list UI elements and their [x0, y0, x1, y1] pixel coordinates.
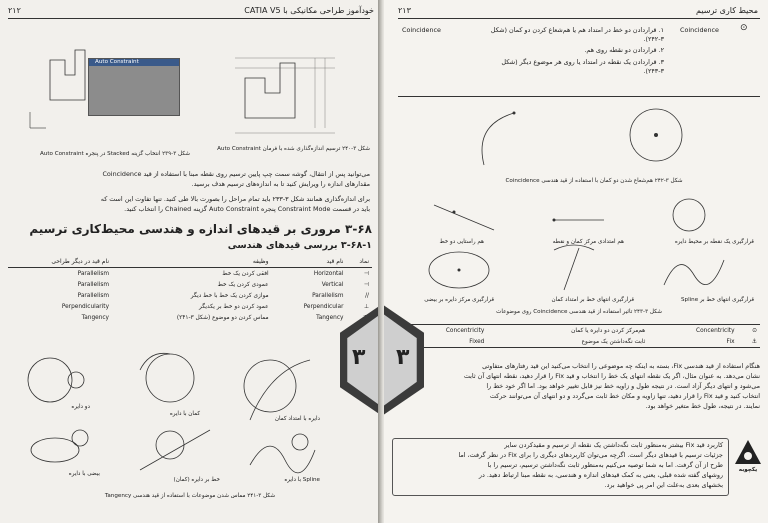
table-row — [8, 301, 372, 312]
fig-241-label: بیضی با دایره — [68, 471, 100, 477]
body-line: نشان می‌دهد. به عنوان مثال، اگر یک نقطه انتهای یک خط را انتخاب و قید Fix را قرار دهید، نقطه انتهای آن ثابت — [463, 372, 760, 380]
coincidence-item-1: ۱. قراردادن دو خط در امتداد هم یا هم‌شعاع کردن دو کمان (شکل ۳-۲۴۲). — [490, 26, 664, 43]
coincidence-symbol-icon: ⊙ — [740, 23, 748, 33]
right-running-title: محیط کاری ترسیم — [696, 6, 758, 15]
table-cell: Perpendicularity — [61, 303, 109, 310]
table-cell: عمودی کردن یک خط — [217, 281, 269, 288]
note-line: روشهای گفته شده قبلی، یعنی به کمک قیدهای اندازه و هندسی، به نقطه مبنا ارتباط دهید. در — [478, 471, 723, 479]
body-line: می‌شود و انتهای دیگر آزاد است. در نتیجه طول و زاویه خط نیز قابل تغییر خواهد بود. اما اگر خود خط را — [486, 382, 760, 390]
paragraph-3: برای اندازه‌گذاری همانند شکل ۳-۲۳۳ باید تمام مراحل را بصورت بالا طی کنید. تنها تفاوت این است که — [100, 195, 370, 203]
left-running-title: خودآموز طراحی مکانیکی با CATIA V5 — [244, 6, 374, 15]
section-heading-2: ۳-۶۸-۱ بررسی قیدهای هندسی — [227, 240, 372, 251]
table-cell: ⊥ — [363, 303, 369, 310]
fig-243-label: هم امتدادی مرکز کمان و نقطه — [552, 239, 624, 245]
table-row — [398, 336, 760, 348]
left-page-number: ۲۱۲ — [8, 6, 21, 15]
right-header-rule — [398, 18, 760, 19]
table-cell: عمود کردن دو خط بر یکدیگر — [199, 303, 269, 310]
table-header-cell: نام قید در دیگر طراحی — [8, 256, 112, 268]
left-header-rule — [8, 18, 370, 19]
table-cell: Parallelism — [77, 270, 109, 277]
table-cell: Fixed — [469, 338, 485, 345]
table-cell: Horizontal — [313, 270, 344, 277]
note-line: بخشهای بعدی به‌علت این امر پی خواهید برد. — [604, 481, 723, 489]
table-header-cell: وظیفه — [112, 256, 272, 268]
fig-242-caption: شکل ۳-۲۴۲ هم‌شعاع شدن دو کمان با استفاده از قید هندسی Coincidence — [505, 178, 683, 184]
right-page-number: ۲۱۳ — [398, 6, 411, 15]
table-cell: ثابت نگه‌داشتن یک موضوع — [581, 338, 646, 345]
fig-241-label: Spline با دایره — [284, 477, 320, 483]
table-cell: Tangency — [81, 314, 109, 321]
geometric-constraints-table — [8, 256, 372, 323]
fig-243-caption: شکل ۳-۲۴۳ تاثیر استفاده از قید هندسی Coincidence روی موضوعات — [496, 309, 662, 315]
table-cell: Vertical — [321, 281, 344, 288]
table-header-row — [8, 256, 372, 268]
fig-241-label: دو دایره — [71, 404, 90, 410]
coincidence-rule — [398, 96, 760, 97]
note-line: طرح از آن گرفت. اما به شما توصیه می‌کنیم به‌منظور ثابت نگه‌داشتن ترسیم، ترسیم را با — [487, 461, 723, 469]
table-cell: Tangency — [316, 314, 344, 321]
fig-239-caption: شکل ۳-۲۳۹ انتخاب گزینه Stacked در پنجره Auto Constraint — [39, 151, 190, 157]
table-header-cell: نام قید — [272, 256, 347, 268]
coincidence-item-2: ۲. قراردادن دو نقطه روی هم. — [584, 46, 664, 54]
table-row — [8, 268, 372, 280]
table-cell: Concentricity — [696, 327, 735, 334]
fig-240-drawing — [225, 38, 365, 143]
table-cell: هم‌مرکز کردن دو دایره یا کمان — [571, 327, 646, 334]
section-heading-1: ۳-۶۸ مروری بر قیدهای اندازه و هندسی محیط‌کاری ترسیم — [29, 222, 372, 236]
fig-243-label: هم راستایی دو خط — [439, 239, 484, 245]
table-header-cell: نماد — [346, 256, 372, 268]
coincidence-label-2: Coincidence — [680, 26, 719, 34]
table-cell: Parallelism — [312, 292, 344, 299]
table-row — [8, 312, 372, 323]
table-cell: Perpendicular — [303, 303, 344, 310]
fig-241-label: خط بر دایره (کمان) — [173, 477, 220, 483]
table-cell: ⚓ — [751, 338, 757, 345]
body-line: انتخاب کنید و قید Fix را قرار دهید، تنها زاویه و مکان خط ثابت می‌گردد و دو انتهای آن می‌توانند حرکت — [489, 392, 760, 400]
fig-241-caption: شکل ۳-۲۴۱ مماس شدن موضوعات با استفاده از قید هندسی Tangency — [104, 493, 276, 499]
note-line: جزئیات ترسیم با قیدهای دیگر است. اگرچه می‌توان کاربردهای دیگری را برای Fix در نظر گرفت، اما — [458, 451, 723, 459]
table-cell: // — [365, 292, 369, 299]
table-cell: افقی کردن یک خط — [222, 270, 269, 277]
note-line: کاربرد قید Fix بیشتر به‌منظور ثابت نگه‌داشتن یک نقطه از ترسیم و مقیدکردن سایر — [504, 441, 723, 449]
coincidence-item-3: ۳. قراردادن یک نقطه در امتداد یا روی هر موضوع دیگر (شکل ۳-۲۴۳). — [501, 58, 664, 75]
table-row — [8, 290, 372, 301]
fig-240-caption: شکل ۳-۲۴۰ ترسیم اندازه‌گذاری شده با فرمان Auto Constraint — [217, 146, 370, 152]
body-line: نمایند. در نتیجه، طول خط متغیر خواهد بود. — [645, 402, 760, 410]
note-box — [392, 438, 729, 496]
fig-243-label: قرارگیری مرکز دایره بر بیضی — [424, 297, 494, 303]
table-cell: ⊢ — [363, 281, 369, 288]
note-logo-icon — [733, 438, 763, 478]
table-cell: Fix — [726, 338, 735, 345]
table-row — [8, 279, 372, 290]
table-cell: ⊢ — [363, 270, 369, 277]
fig-243-drawing — [404, 190, 744, 310]
table-cell: موازی کردن یک خط با خط دیگر — [190, 292, 269, 299]
paragraph-2: مقدارهای اندازه را ویرایش کنید تا به اندازه‌های ترسیم هدف برسید. — [191, 180, 370, 188]
paragraph-4: باید در قسمت Constraint Mode پنجره Auto Constraint گزینه Chained را انتخاب کنید. — [124, 205, 370, 213]
body-line: هنگام استفاده از قید هندسی Fix، بسته به اینکه چه موضوعی را انتخاب می‌کنید این قید رفتارهای متفاوتی — [482, 362, 760, 370]
dialog-title: Auto Constraint — [95, 59, 139, 65]
logo-label: یکچوبه — [738, 467, 758, 473]
fig-243-label: قرارگیری انتهای خط بر امتداد کمان — [551, 297, 634, 303]
fig-243-label: قرارگیری انتهای خط بر Spline — [680, 297, 754, 303]
table-cell: Concentricity — [445, 327, 485, 334]
auto-constraint-dialog[interactable] — [88, 58, 180, 116]
constraints-table-continued — [398, 324, 760, 348]
chapter-number-right: ۳ — [396, 345, 410, 370]
table-cell: ⊙ — [752, 327, 757, 334]
coincidence-label: Coincidence — [402, 26, 441, 34]
fig-241-label: کمان با دایره — [169, 411, 200, 417]
fig-242-drawing — [444, 105, 744, 175]
table-row — [398, 325, 760, 337]
table-cell: Parallelism — [77, 281, 109, 288]
table-cell: مماس کردن دو موضوع (شکل ۳-۲۴۱) — [176, 314, 269, 321]
fig-241-label: دایره با امتداد کمان — [274, 416, 320, 422]
right-page — [384, 0, 768, 523]
paragraph-1: می‌توانید پس از انتقال، گوشه سمت چپ پایین ترسیم روی نقطه مبنا با استفاده از قید Coincidence — [102, 170, 370, 178]
fig-243-label: قرارگیری یک نقطه بر محیط دایره — [674, 239, 754, 245]
table-cell: Parallelism — [77, 292, 109, 299]
chapter-number-left: ۳ — [352, 345, 366, 370]
